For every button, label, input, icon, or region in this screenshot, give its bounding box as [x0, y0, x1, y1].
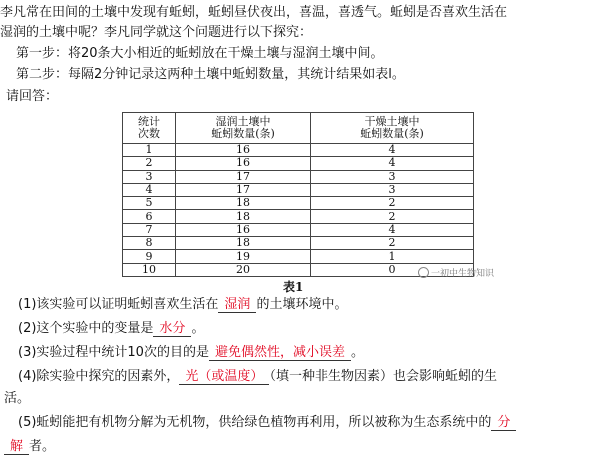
cell-wet: 18: [176, 197, 311, 210]
cell-wet: 20: [176, 263, 311, 276]
question-5-line-2: [4, 439, 55, 455]
prompt: 请回答：: [6, 89, 59, 104]
cell-count: 6: [123, 210, 176, 223]
q5-answer-part-1: 分: [491, 415, 516, 431]
header-dry-line1: 干燥土壤中: [364, 115, 420, 128]
watermark-text: 一初中生物知识: [431, 269, 495, 279]
header-count: [123, 113, 176, 144]
cell-dry: 1: [311, 250, 474, 263]
cell-count: 3: [123, 170, 176, 183]
cell-dry: 4: [311, 144, 474, 157]
q5-text-after: 者。: [29, 439, 56, 454]
q4-answer: 光（或温度）: [179, 369, 269, 385]
cell-dry: 2: [311, 237, 474, 250]
header-dry-line2: 蚯蚓数量(条): [360, 127, 424, 140]
header-count-line2: 次数: [138, 127, 160, 140]
cell-count: 9: [123, 250, 176, 263]
cell-wet: 18: [176, 237, 311, 250]
cell-dry: 3: [311, 183, 474, 196]
cell-wet: 16: [176, 223, 311, 236]
table-caption: 表1: [283, 280, 304, 294]
cell-wet: 19: [176, 250, 311, 263]
table-row: [123, 237, 474, 250]
intro-line-1: 李凡常在田间的土壤中发现有蚯蚓，蚯蚓昼伏夜出，喜温，喜透气。蚯蚓是否喜欢生活在: [0, 5, 508, 20]
cell-wet: 18: [176, 210, 311, 223]
cell-wet: 16: [176, 144, 311, 157]
header-count-line1: 统计: [138, 115, 160, 128]
cell-count: 5: [123, 197, 176, 210]
q5-answer-part-2: 解: [4, 439, 29, 455]
question-4: [18, 369, 497, 385]
q1-text-before: (1)该实验可以证明蚯蚓喜欢生活在: [18, 297, 219, 312]
cell-count: 4: [123, 183, 176, 196]
q1-answer: 湿润: [218, 297, 256, 313]
cell-wet: 17: [176, 170, 311, 183]
table-row: [123, 144, 474, 157]
cell-count: 2: [123, 157, 176, 170]
step-2: 第二步：每隔2分钟记录这两种土壤中蚯蚓数量，其统计结果如表l。: [16, 67, 405, 82]
table-row: [123, 197, 474, 210]
wechat-logo-icon: [418, 267, 429, 278]
cell-count: 7: [123, 223, 176, 236]
table-row: [123, 210, 474, 223]
cell-count: 10: [123, 263, 176, 276]
q3-text-after: 。: [350, 345, 364, 360]
question-3: [18, 345, 364, 361]
cell-dry: 4: [311, 223, 474, 236]
cell-count: 1: [123, 144, 176, 157]
header-wet: [176, 113, 311, 144]
step-1: 第一步：将20条大小相近的蚯蚓放在干燥土壤与湿润土壤中间。: [16, 46, 384, 61]
cell-dry: 0: [311, 263, 474, 276]
q2-text-before: (2)这个实验中的变量是: [18, 321, 154, 336]
table-row: [123, 157, 474, 170]
watermark: [418, 266, 494, 279]
header-wet-line1: 湿润土壤中: [215, 115, 271, 128]
q3-answer: 避免偶然性，减小误差: [209, 345, 351, 361]
q4-text-before: (4)除实验中探究的因素外，: [18, 369, 180, 384]
question-2: [18, 321, 204, 337]
cell-count: 8: [123, 237, 176, 250]
table-row: [123, 170, 474, 183]
q2-answer: 水分: [153, 321, 191, 337]
cell-dry: 2: [311, 210, 474, 223]
cell-dry: 2: [311, 197, 474, 210]
question-1: [18, 297, 347, 313]
intro-line-2: 湿润的土壤中呢？李凡同学就这个问题进行以下探究：: [0, 25, 313, 40]
q3-text-before: (3)实验过程中统计10次的目的是: [18, 345, 209, 360]
header-dry: [311, 113, 474, 144]
q4-text-after: （填一种非生物因素）也会影响蚯蚓的生: [269, 369, 497, 384]
data-table: [122, 112, 474, 277]
cell-dry: 4: [311, 157, 474, 170]
cell-dry: 3: [311, 170, 474, 183]
table-row: [123, 223, 474, 236]
question-5: [18, 415, 516, 431]
table-row: [123, 250, 474, 263]
table-row: [123, 183, 474, 196]
q2-text-after: 。: [191, 321, 205, 336]
cell-wet: 17: [176, 183, 311, 196]
cell-wet: 16: [176, 157, 311, 170]
question-4-line-2: 活。: [4, 391, 31, 406]
q1-text-after: 的土壤环境中。: [256, 297, 348, 312]
q5-text-before: (5)蚯蚓能把有机物分解为无机物，供给绿色植物再利用，所以被称为生态系统中的: [18, 415, 492, 430]
table-header-row: [123, 113, 474, 144]
header-wet-line2: 蚯蚓数量(条): [211, 127, 275, 140]
